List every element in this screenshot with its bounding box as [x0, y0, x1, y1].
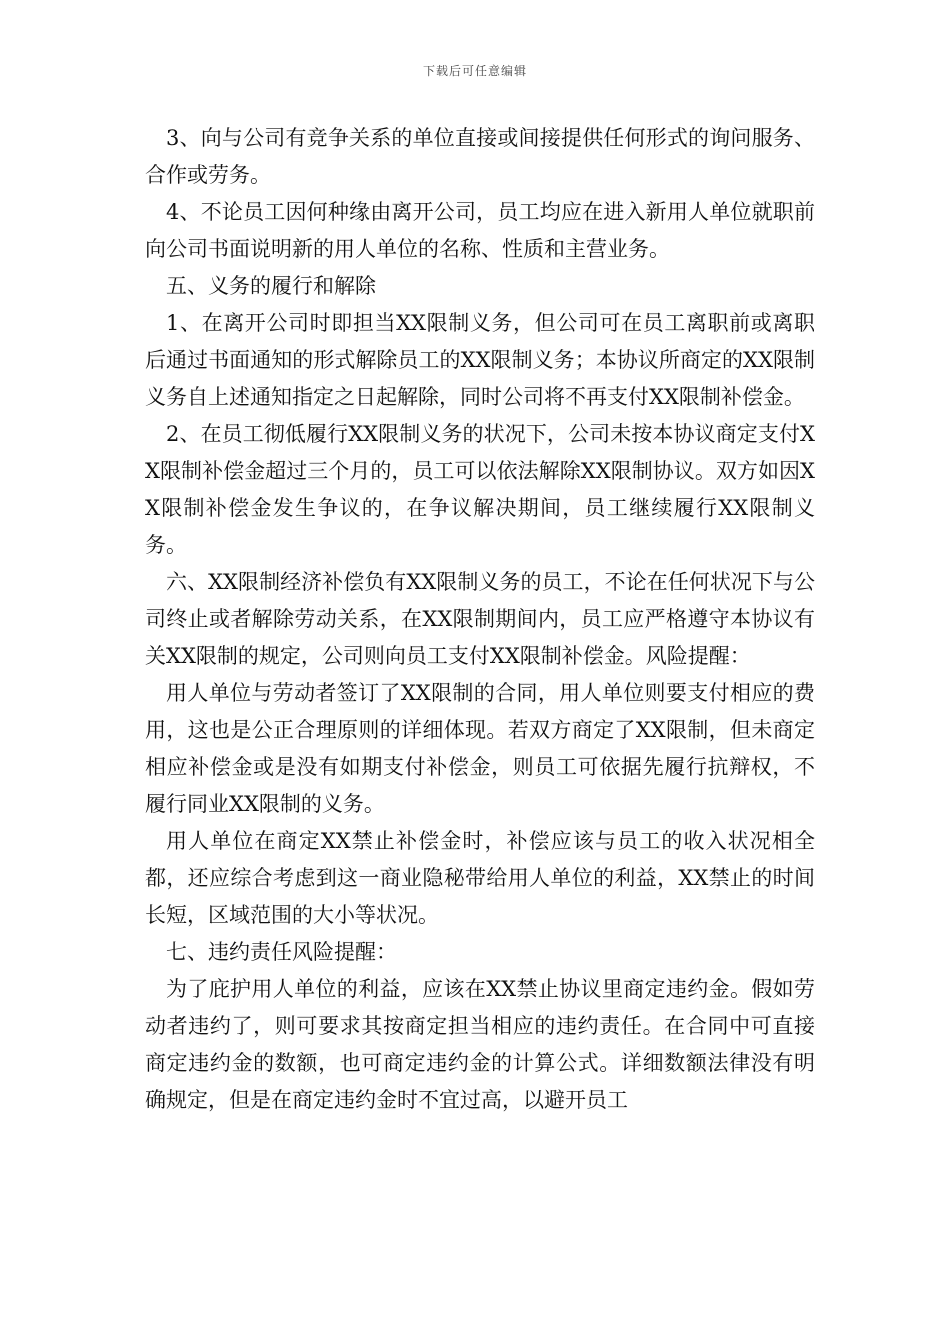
paragraph-risk-note-1: 用人单位与劳动者签订了XX限制的合同，用人单位则要支付相应的费用，这也是公正合理原则的详细体现。若双方商定了XX限制，但未商定相应补偿金或是没有如期支付补偿金，则员工可依据先履行抗辩权，不履行同业XX限制的义务。 — [145, 681, 815, 816]
paragraph-clause-4: 4、不论员工因何种缘由离开公司，员工均应在进入新用人单位就职前向公司书面说明新的用人单位的名称、性质和主营业务。 — [145, 200, 815, 261]
paragraph-section-6: 六、XX限制经济补偿负有XX限制义务的员工，不论在任何状况下与公司终止或者解除劳动关系，在XX限制期间内，员工应严格遵守本协议有关XX限制的规定，公司则向员工支付XX限制补偿金。风险提醒： — [145, 570, 815, 668]
section-heading-7: 七、违约责任风险提醒： — [166, 940, 397, 964]
paragraph-risk-note-2: 用人单位在商定XX禁止补偿金时，补偿应该与员工的收入状况相全都，还应综合考虑到这一商业隐秘带给用人单位的利益，XX禁止的时间长短，区域范围的大小等状况。 — [145, 829, 815, 927]
document-body — [145, 120, 815, 1119]
page-header: 下载后可任意编辑 — [422, 64, 527, 78]
paragraph-section5-clause-1: 1、在离开公司时即担当XX限制义务，但公司可在员工离职前或离职后通过书面通知的形式解除员工的XX限制义务；本协议所商定的XX限制义务自上述通知指定之日起解除，同时公司将不再支付XX限制补偿金。 — [145, 311, 815, 409]
paragraph-clause-3: 3、向与公司有竞争关系的单位直接或间接提供任何形式的询问服务、合作或劳务。 — [145, 126, 815, 187]
paragraph-section5-clause-2: 2、在员工彻低履行XX限制义务的状况下，公司未按本协议商定支付XX限制补偿金超过三个月的，员工可以依法解除XX限制协议。双方如因XX限制补偿金发生争议的，在争议解决期间，员工继续履行XX限制义务。 — [145, 422, 815, 557]
paragraph-section-7: 为了庇护用人单位的利益，应该在XX禁止协议里商定违约金。假如劳动者违约了，则可要求其按商定担当相应的违约责任。在合同中可直接商定违约金的数额，也可商定违约金的计算公式。详细数额法律没有明确规定，但是在商定违约金时不宜过高，以避开员工 — [145, 977, 815, 1112]
section-heading-5: 五、义务的履行和解除 — [166, 274, 376, 298]
